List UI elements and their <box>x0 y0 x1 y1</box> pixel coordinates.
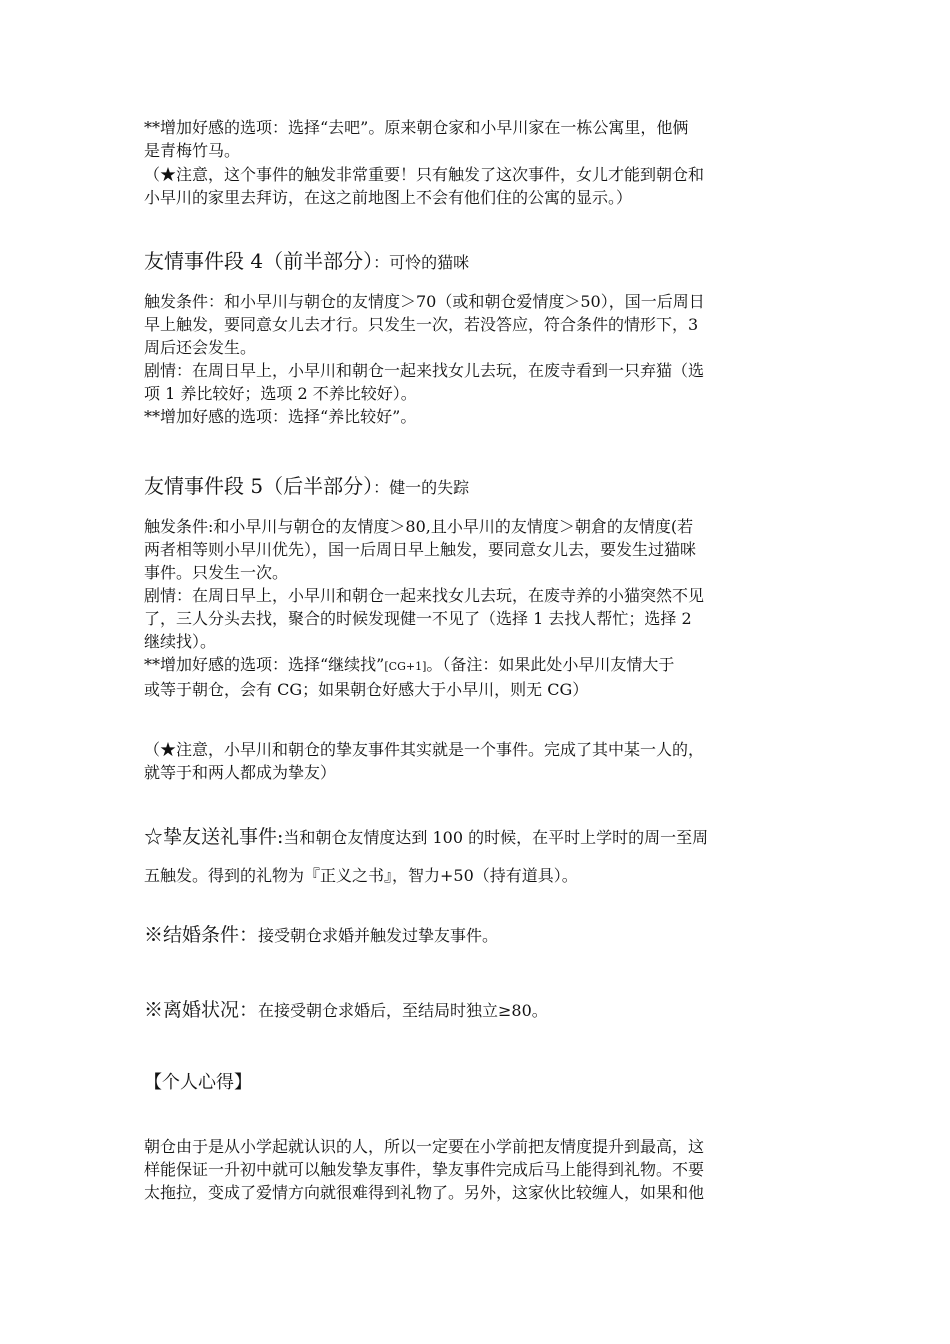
section-4-body <box>144 290 812 428</box>
text-line: 剧情：在周日早上，小早川和朝仓一起来找女儿去玩，在废寺看到一只弃猫（选 <box>144 361 705 380</box>
text-line: 朝仓由于是从小学起就认识的人，所以一定要在小学前把友情度提升到最高，这 <box>144 1137 705 1156</box>
heading-title: 友情事件段 5（后半部分） <box>144 474 374 498</box>
heading-subtitle: ：健一的失踪 <box>373 478 470 497</box>
text-line: 触发条件：和小早川与朝仓的友情度＞70（或和朝仓爱情度＞50），国一后周日 <box>144 292 705 311</box>
section-5-body <box>144 515 812 701</box>
paragraph-option-goback <box>144 116 812 162</box>
gift-heading: ☆挚友送礼事件: <box>144 826 284 848</box>
divorce-condition <box>144 996 812 1025</box>
text-line: 触发条件:和小早川与朝仓的友情度＞80,且小早川的友情度＞朝倉的友情度(若 <box>144 517 694 536</box>
choice-suffix: 。（备注：如果此处小早川友情大于 <box>426 655 675 674</box>
cg-tag: [CG+1] <box>384 660 427 673</box>
heading-subtitle: ：可怜的猫咪 <box>373 253 470 272</box>
text-line: 太拖拉，变成了爱情方向就很难得到礼物了。另外，这家伙比较缠人，如果和他 <box>144 1183 705 1202</box>
text-line: （★注意，小早川和朝仓的挚友事件其实就是一个事件。完成了其中某一人的， <box>144 740 705 759</box>
text-line: （★注意，这个事件的触发非常重要！只有触发了这次事件，女儿才能到朝仓和 <box>144 165 705 184</box>
text-line: 或等于朝仓，会有 CG；如果朝仓好感大于小早川，则无 CG） <box>144 680 589 699</box>
section-heading-4 <box>144 247 812 277</box>
text-line: 样能保证一升初中就可以触发挚友事件，挚友事件完成后马上能得到礼物。不要 <box>144 1160 705 1179</box>
text-line: **增加好感的选项：选择“养比较好”。 <box>144 407 417 426</box>
choice-prefix: **增加好感的选项：选择“继续找” <box>144 655 385 674</box>
marriage-heading: ※结婚条件： <box>144 924 259 946</box>
note-important <box>144 163 812 209</box>
marriage-condition <box>144 921 812 950</box>
text-line: 早上触发，要同意女儿去才行。只发生一次，若没答应，符合条件的情形下，3 <box>144 315 699 334</box>
text-line: 就等于和两人都成为挚友） <box>144 763 337 782</box>
text-line <box>144 655 674 674</box>
note-best-friend <box>144 738 812 784</box>
personal-heading: 【个人心得】 <box>144 1072 252 1093</box>
divorce-heading: ※离婚状况： <box>144 999 259 1021</box>
text-line: 项 1 养比较好；选项 2 不养比较好）。 <box>144 384 417 403</box>
gift-line2: 五触发。得到的礼物为『正义之书』，智力+50（持有道具）。 <box>144 866 578 885</box>
marriage-text: 接受朝仓求婚并触发过挚友事件。 <box>258 926 499 945</box>
text-line: **增加好感的选项：选择“去吧”。原来朝仓家和小早川家在一栋公寓里，他俩 <box>144 118 689 137</box>
gift-line1: 当和朝仓友情度达到 100 的时候，在平时上学时的周一至周 <box>283 828 709 847</box>
divorce-text: 在接受朝仓求婚后，至结局时独立≥80。 <box>258 1001 548 1020</box>
text-line: 了，三人分头去找，聚合的时候发现健一不见了（选择 1 去找人帮忙；选择 2 <box>144 609 692 628</box>
heading-title: 友情事件段 4（前半部分） <box>144 249 374 273</box>
text-line: 两者相等则小早川优先），国一后周日早上触发，要同意女儿去，要发生过猫咪 <box>144 540 697 559</box>
text-line: 继续找）。 <box>144 632 217 651</box>
gift-event <box>144 818 812 895</box>
section-heading-5 <box>144 472 812 502</box>
text-line: 是青梅竹马。 <box>144 141 241 160</box>
text-line: 周后还会发生。 <box>144 338 257 357</box>
personal-body <box>144 1135 812 1204</box>
text-line: 事件。只发生一次。 <box>144 563 289 582</box>
text-line: 小早川的家里去拜访，在这之前地图上不会有他们住的公寓的显示。） <box>144 188 633 207</box>
text-line: 剧情：在周日早上，小早川和朝仓一起来找女儿去玩，在废寺养的小猫突然不见 <box>144 586 705 605</box>
